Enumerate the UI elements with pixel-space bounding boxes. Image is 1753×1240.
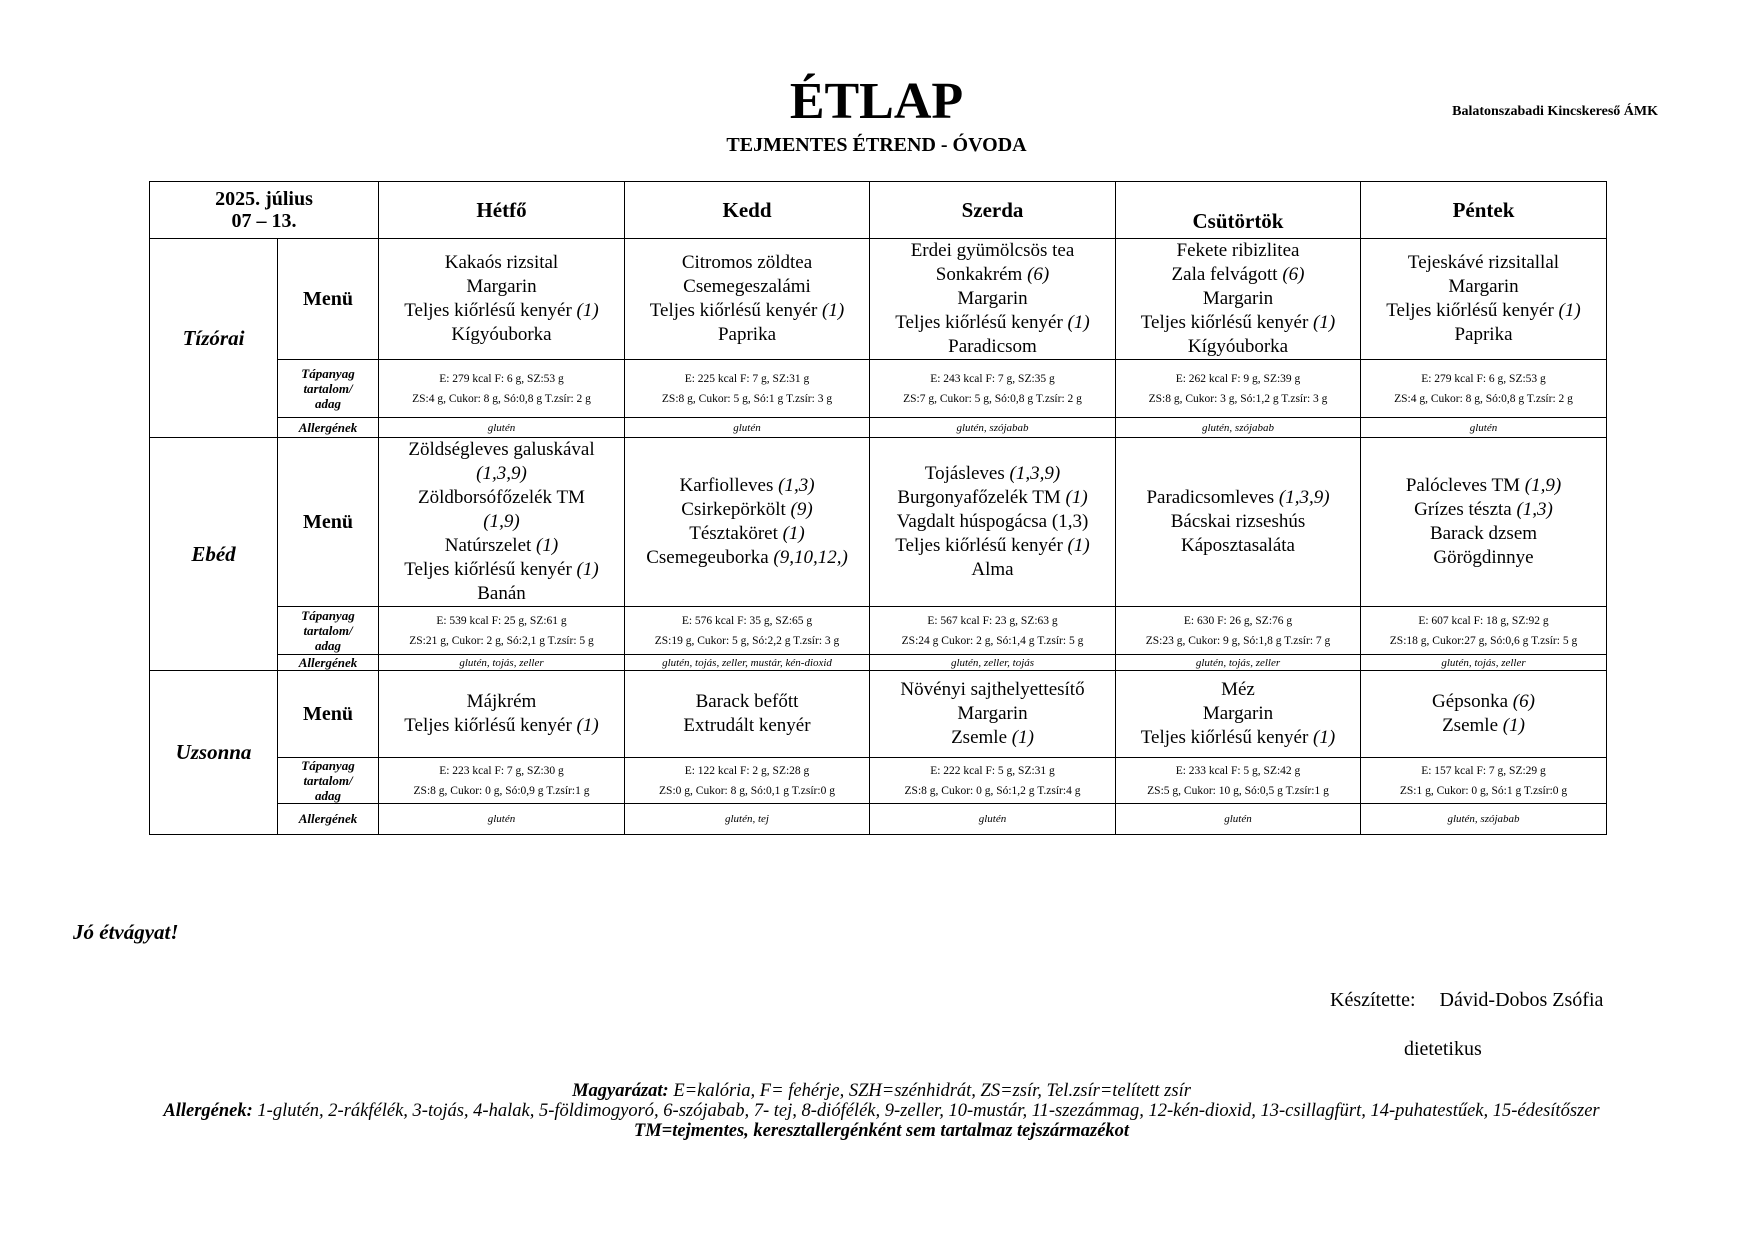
menu-item-name: Zsemle: [1442, 715, 1503, 736]
menu-item-allergen-code: (1,3,9): [1278, 487, 1330, 508]
menu-item: [872, 702, 1113, 726]
bon-appetit: Jó étvágyat!: [73, 920, 179, 944]
menu-item: [872, 462, 1113, 486]
prepared-by: [1330, 989, 1603, 1012]
nutrition-details: ZS:5 g, Cukor: 10 g, Só:0,5 g T.zsír:1 g: [1147, 784, 1329, 797]
menu-item-name: Banán: [477, 583, 526, 604]
legend-line-abbreviations: [95, 1081, 1668, 1101]
nutrition-details: ZS:18 g, Cukor:27 g, Só:0,6 g T.zsír: 5 g: [1389, 634, 1578, 647]
day-header-thursday: Csütörtök: [1116, 182, 1361, 239]
menu-item-name: Margarin: [957, 288, 1028, 309]
allergen-row: [150, 655, 1607, 671]
menu-item-allergen-code: (1): [1313, 312, 1336, 333]
menu-item-allergen-code: (1): [1067, 535, 1090, 556]
allergen-cell-thursday: glutén, szójabab: [1116, 418, 1361, 438]
nutrition-cell-tuesday: [625, 758, 870, 804]
meal-name: Tízórai: [150, 239, 278, 438]
menu-item: [381, 510, 622, 534]
menu-item-name: Kakaós rizsital: [444, 252, 559, 273]
allergen-cell-friday: glutén, tojás, zeller: [1361, 655, 1607, 671]
menu-item-allergen-code: (1): [782, 523, 805, 544]
menu-item: [1363, 498, 1604, 522]
allergen-legend-label: Allergének:: [163, 1101, 253, 1121]
menu-item-allergen-code: (6): [1282, 264, 1305, 285]
author-role: dietetikus: [1404, 1038, 1482, 1060]
menu-item: [872, 263, 1113, 287]
prepared-by-label: Készítette:: [1330, 989, 1416, 1011]
menu-item-name: Kígyóuborka: [451, 324, 552, 345]
menu-item-name: Kígyóuborka: [1187, 336, 1289, 357]
menu-row: [150, 239, 1607, 360]
menu-cell-tuesday: [625, 239, 870, 360]
nutrition-cell-wednesday: [870, 607, 1116, 655]
allergen-cell-tuesday: glutén: [625, 418, 870, 438]
nutrition-cell-thursday: [1116, 607, 1361, 655]
nutrition-details: ZS:8 g, Cukor: 3 g, Só:1,2 g T.zsír: 3 g: [1148, 392, 1328, 405]
menu-cell-friday: [1361, 671, 1607, 758]
menu-item: [627, 251, 867, 275]
menu-item-name: Káposztasaláta: [1181, 535, 1295, 556]
menu-item: [1118, 486, 1358, 510]
day-header-monday: Hétfő: [379, 182, 625, 239]
menu-cell-tuesday: [625, 671, 870, 758]
menu-item: [627, 690, 867, 714]
menu-item-allergen-code: (1,3,9): [1009, 463, 1061, 484]
menu-item-name: Sonkakrém: [935, 264, 1028, 285]
nutrition-row: [150, 360, 1607, 418]
menu-item-name: Teljes kiőrlésű kenyér: [1140, 312, 1314, 333]
nutrition-energy: E: 567 kcal F: 23 g, SZ:63 g: [927, 614, 1058, 627]
menu-item-name: Teljes kiőrlésű kenyér: [404, 300, 577, 321]
row-label-allergens: Allergének: [278, 418, 379, 438]
allergen-cell-monday: glutén, tojás, zeller: [379, 655, 625, 671]
nutrition-details: ZS:4 g, Cukor: 8 g, Só:0,8 g T.zsír: 2 g: [1394, 392, 1573, 405]
nutrition-details: ZS:8 g, Cukor: 0 g, Só:1,2 g T.zsír:4 g: [904, 784, 1081, 797]
menu-item: [381, 323, 622, 347]
menu-item: [872, 486, 1113, 510]
menu-item: [381, 438, 622, 462]
menu-cell-monday: [379, 239, 625, 360]
menu-item: [1363, 299, 1604, 323]
menu-item: [1363, 546, 1604, 570]
menu-item-name: Csemegeszalámi: [683, 276, 811, 297]
nutrition-cell-monday: [379, 607, 625, 655]
menu-item-allergen-code: (9): [790, 499, 813, 520]
menu-item: [1363, 714, 1604, 738]
menu-item-name: Zöldségleves galuskával: [408, 439, 595, 460]
menu-item-name: Teljes kiőrlésű kenyér: [895, 312, 1068, 333]
nutrition-details: ZS:4 g, Cukor: 8 g, Só:0,8 g T.zsír: 2 g: [412, 392, 591, 405]
institution-name: Balatonszabadi Kincskereső ÁMK: [1452, 104, 1658, 119]
menu-item-name: Barack dzsem: [1429, 523, 1538, 544]
menu-item: [627, 299, 867, 323]
nutrition-details: ZS:0 g, Cukor: 8 g, Só:0,1 g T.zsír:0 g: [659, 784, 835, 797]
menu-item: [1118, 702, 1358, 726]
nutrition-energy: E: 539 kcal F: 25 g, SZ:61 g: [436, 614, 567, 627]
date-days: 07 – 13.: [231, 210, 297, 232]
menu-item-name: Teljes kiőrlésű kenyér: [404, 559, 577, 580]
menu-item: [627, 522, 867, 546]
row-label-menu: Menü: [278, 671, 379, 758]
menu-item: [1363, 474, 1604, 498]
menu-item-name: Margarin: [1202, 703, 1274, 724]
menu-item: [1363, 251, 1604, 275]
meal-name: Uzsonna: [150, 671, 278, 835]
row-label-allergens: Allergének: [278, 804, 379, 835]
date-range: [150, 182, 379, 239]
nutrition-cell-wednesday: [870, 360, 1116, 418]
menu-item-name: Extrudált kenyér: [683, 715, 811, 736]
menu-item-allergen-code: (1): [576, 559, 599, 580]
menu-cell-thursday: [1116, 671, 1361, 758]
menu-item-name: Tojásleves: [924, 463, 1010, 484]
menu-item-name: Zsemle: [951, 727, 1012, 748]
nutrition-label-line: Tápanyag: [301, 608, 355, 623]
menu-cell-wednesday: [870, 239, 1116, 360]
nutrition-cell-thursday: [1116, 360, 1361, 418]
menu-item: [1118, 678, 1358, 702]
nutrition-energy: E: 279 kcal F: 6 g, SZ:53 g: [439, 372, 564, 385]
menu-item-allergen-code: (1,9): [483, 511, 520, 532]
menu-item: [872, 534, 1113, 558]
menu-item: [1118, 534, 1358, 558]
menu-item-name: Natúrszelet: [444, 535, 537, 556]
nutrition-energy: E: 630 F: 26 g, SZ:76 g: [1183, 614, 1293, 627]
menu-item-name: Paradicsomleves: [1146, 487, 1279, 508]
menu-item-name: Növényi sajthelyettesítő: [900, 679, 1085, 700]
menu-item-name: Teljes kiőrlésű kenyér: [404, 715, 577, 736]
day-header-friday: Péntek: [1361, 182, 1607, 239]
row-label-nutrition: [278, 758, 379, 804]
nutrition-label-line: Tápanyag: [301, 758, 355, 773]
menu-item-allergen-code: (6): [1027, 264, 1050, 285]
nutrition-label-line: tartalom/: [303, 381, 353, 396]
nutrition-energy: E: 576 kcal F: 35 g, SZ:65 g: [681, 614, 813, 627]
menu-item-name: Tésztaköret: [689, 523, 783, 544]
menu-item-allergen-code: (1,9): [1524, 475, 1562, 496]
menu-item: [872, 311, 1113, 335]
menu-item: [1118, 287, 1358, 311]
menu-item: [872, 678, 1113, 702]
nutrition-label-line: adag: [315, 638, 341, 653]
row-label-nutrition: [278, 607, 379, 655]
nutrition-label-line: tartalom/: [303, 623, 353, 638]
day-header-tuesday: Kedd: [625, 182, 870, 239]
menu-item-name: Teljes kiőrlésű kenyér: [1386, 300, 1559, 321]
menu-item-allergen-code: (1): [1558, 300, 1581, 321]
nutrition-energy: E: 262 kcal F: 9 g, SZ:39 g: [1175, 372, 1301, 385]
menu-item-allergen-code: (1): [1067, 312, 1090, 333]
header-row: [150, 182, 1607, 239]
menu-item: [381, 582, 622, 606]
nutrition-energy: E: 157 kcal F: 7 g, SZ:29 g: [1421, 764, 1546, 777]
menu-item-allergen-code: (1,3): [778, 475, 815, 496]
day-header-wednesday: Szerda: [870, 182, 1116, 239]
menu-item-name: Margarin: [466, 276, 537, 297]
menu-item-name: Tejeskávé rizsitallal: [1407, 252, 1560, 273]
menu-item-name: Fekete ribizlitea: [1176, 240, 1300, 261]
nutrition-energy: E: 122 kcal F: 2 g, SZ:28 g: [684, 764, 810, 777]
menu-item: [381, 275, 622, 299]
menu-cell-thursday: [1116, 239, 1361, 360]
menu-item: [627, 546, 867, 570]
allergen-legend-text: 1-glutén, 2-rákfélék, 3-tojás, 4-halak, 5-földimogyoró, 6-szójabab, 7- tej, 8-diófélék, 9-zeller, 10-mustár, 11-szezámmag, 12-kén-dioxid, 13-csillagfürt, 14-puhatestűek, 15-édesítőszer: [252, 1101, 1600, 1121]
nutrition-row: [150, 758, 1607, 804]
menu-item: [1118, 335, 1358, 359]
nutrition-cell-monday: [379, 758, 625, 804]
row-label-allergens: Allergének: [278, 655, 379, 671]
menu-item-name: Zala felvágott: [1171, 264, 1283, 285]
nutrition-details: ZS:19 g, Cukor: 5 g, Só:2,2 g T.zsír: 3 g: [654, 634, 840, 647]
menu-item-name: Grízes tészta: [1414, 499, 1517, 520]
menu-item-name: Burgonyafőzelék TM: [897, 487, 1066, 508]
menu-item-name: Paprika: [1454, 324, 1513, 345]
menu-item: [1363, 323, 1604, 347]
menu-item-allergen-code: (1,3,9): [476, 463, 527, 484]
menu-cell-wednesday: [870, 438, 1116, 607]
menu-table: [149, 181, 1607, 835]
menu-item-name: Gépsonka: [1432, 691, 1513, 712]
menu-item: [1118, 263, 1358, 287]
allergen-cell-friday: glutén, szójabab: [1361, 804, 1607, 835]
menu-item-allergen-code: (6): [1512, 691, 1535, 712]
nutrition-energy: E: 222 kcal F: 5 g, SZ:31 g: [930, 764, 1055, 777]
menu-item-allergen-code: (1): [1065, 487, 1088, 508]
nutrition-energy: E: 225 kcal F: 7 g, SZ:31 g: [684, 372, 810, 385]
menu-item-name: Teljes kiőrlésű kenyér: [895, 535, 1068, 556]
allergen-cell-monday: glutén: [379, 804, 625, 835]
nutrition-energy: E: 607 kcal F: 18 g, SZ:92 g: [1418, 614, 1549, 627]
menu-cell-monday: [379, 438, 625, 607]
menu-cell-wednesday: [870, 671, 1116, 758]
allergen-cell-thursday: glutén: [1116, 804, 1361, 835]
menu-item-name: Csirkepörkölt: [681, 499, 791, 520]
allergen-cell-thursday: glutén, tojás, zeller: [1116, 655, 1361, 671]
menu-item-allergen-code: (1,3): [1516, 499, 1553, 520]
nutrition-row: [150, 607, 1607, 655]
row-label-menu: Menü: [278, 239, 379, 360]
legend-text: E=kalória, F= fehérje, SZH=szénhidrát, ZS=zsír, Tel.zsír=telített zsír: [668, 1081, 1191, 1101]
legend-line-allergens: [95, 1101, 1668, 1121]
menu-item-name: Margarin: [1202, 288, 1274, 309]
menu-item-name: Májkrém: [466, 691, 537, 712]
menu-item-name: Vagdalt húspogácsa (1,3): [896, 511, 1089, 532]
nutrition-details: ZS:23 g, Cukor: 9 g, Só:1,8 g T.zsír: 7 g: [1145, 634, 1331, 647]
menu-cell-monday: [379, 671, 625, 758]
page-title: ÉTLAP: [789, 73, 964, 130]
nutrition-details: ZS:21 g, Cukor: 2 g, Só:2,1 g T.zsír: 5 g: [409, 634, 594, 647]
menu-item-allergen-code: (1): [822, 300, 845, 321]
menu-item-allergen-code: (1): [1502, 715, 1525, 736]
legend: [95, 1081, 1668, 1141]
menu-item-allergen-code: (1): [536, 535, 559, 556]
page-subtitle: TEJMENTES ÉTREND - ÓVODA: [726, 134, 1027, 156]
menu-item-name: Méz: [1221, 679, 1255, 700]
menu-item: [1118, 311, 1358, 335]
menu-item: [381, 251, 622, 275]
prepared-by-name: Dávid-Dobos Zsófia: [1439, 989, 1604, 1011]
menu-item-name: Paprika: [717, 324, 777, 345]
date-month: 2025. július: [215, 188, 313, 210]
menu-item: [381, 558, 622, 582]
nutrition-cell-friday: [1361, 607, 1607, 655]
menu-item: [381, 486, 622, 510]
nutrition-details: ZS:8 g, Cukor: 5 g, Só:1 g T.zsír: 3 g: [661, 392, 833, 405]
menu-item: [1118, 239, 1358, 263]
menu-item: [1363, 522, 1604, 546]
menu-item: [872, 558, 1113, 582]
menu-item-name: Alma: [971, 559, 1014, 580]
nutrition-energy: E: 223 kcal F: 7 g, SZ:30 g: [439, 764, 564, 777]
menu-item: [1363, 690, 1604, 714]
menu-item-name: Margarin: [957, 703, 1028, 724]
menu-item-allergen-code: (9,10,12,): [773, 547, 848, 568]
nutrition-cell-friday: [1361, 758, 1607, 804]
menu-cell-friday: [1361, 239, 1607, 360]
nutrition-details: ZS:8 g, Cukor: 0 g, Só:0,9 g T.zsír:1 g: [413, 784, 590, 797]
legend-label: Magyarázat:: [572, 1081, 669, 1101]
menu-cell-thursday: [1116, 438, 1361, 607]
allergen-cell-tuesday: glutén, tej: [625, 804, 870, 835]
menu-cell-friday: [1361, 438, 1607, 607]
row-label-nutrition: [278, 360, 379, 418]
menu-row: [150, 438, 1607, 607]
nutrition-cell-tuesday: [625, 360, 870, 418]
nutrition-details: ZS:1 g, Cukor: 0 g, Só:1 g T.zsír:0 g: [1399, 784, 1568, 797]
nutrition-energy: E: 279 kcal F: 6 g, SZ:53 g: [1421, 372, 1546, 385]
menu-item-allergen-code: (1): [576, 300, 599, 321]
nutrition-label-line: adag: [315, 396, 341, 411]
legend-line-tm: [95, 1121, 1668, 1141]
menu-item: [627, 714, 867, 738]
menu-item: [1363, 275, 1604, 299]
menu-item: [872, 335, 1113, 359]
menu-row: [150, 671, 1607, 758]
menu-item-name: Erdei gyümölcsös tea: [910, 240, 1075, 261]
menu-item-allergen-code: (1): [576, 715, 599, 736]
menu-item-name: Teljes kiőrlésű kenyér: [1140, 727, 1314, 748]
nutrition-label-line: adag: [315, 788, 341, 803]
menu-item: [381, 690, 622, 714]
nutrition-cell-tuesday: [625, 607, 870, 655]
menu-item: [872, 510, 1113, 534]
allergen-cell-monday: glutén: [379, 418, 625, 438]
menu-item: [627, 323, 867, 347]
nutrition-energy: E: 233 kcal F: 5 g, SZ:42 g: [1175, 764, 1301, 777]
menu-item: [872, 726, 1113, 750]
menu-item: [872, 287, 1113, 311]
nutrition-energy: E: 243 kcal F: 7 g, SZ:35 g: [930, 372, 1055, 385]
menu-item-allergen-code: (1): [1011, 727, 1034, 748]
menu-item-name: Citromos zöldtea: [681, 252, 813, 273]
allergen-cell-wednesday: glutén: [870, 804, 1116, 835]
menu-item-allergen-code: (1): [1313, 727, 1336, 748]
allergen-row: [150, 804, 1607, 835]
nutrition-cell-thursday: [1116, 758, 1361, 804]
menu-item-name: Karfiolleves: [679, 475, 779, 496]
meal-name: Ebéd: [150, 438, 278, 671]
menu-item-name: Margarin: [1448, 276, 1519, 297]
menu-item-name: Bácskai rizseshús: [1170, 511, 1306, 532]
menu-item: [1118, 510, 1358, 534]
allergen-cell-tuesday: glutén, tojás, zeller, mustár, kén-dioxid: [625, 655, 870, 671]
menu-item: [872, 239, 1113, 263]
menu-item: [381, 299, 622, 323]
row-label-menu: Menü: [278, 438, 379, 607]
allergen-row: [150, 418, 1607, 438]
allergen-cell-wednesday: glutén, szójabab: [870, 418, 1116, 438]
nutrition-cell-monday: [379, 360, 625, 418]
nutrition-label-line: Tápanyag: [301, 366, 355, 381]
menu-cell-tuesday: [625, 438, 870, 607]
nutrition-label-line: tartalom/: [303, 773, 353, 788]
allergen-cell-wednesday: glutén, zeller, tojás: [870, 655, 1116, 671]
nutrition-cell-friday: [1361, 360, 1607, 418]
menu-item-name: Csemegeuborka: [646, 547, 774, 568]
menu-item: [1118, 726, 1358, 750]
menu-item-name: Görögdinnye: [1433, 547, 1534, 568]
menu-item: [627, 474, 867, 498]
menu-item-name: Barack befőtt: [695, 691, 799, 712]
menu-item: [627, 275, 867, 299]
menu-body: [150, 239, 1607, 835]
menu-item: [381, 714, 622, 738]
nutrition-details: ZS:7 g, Cukor: 5 g, Só:0,8 g T.zsír: 2 g: [903, 392, 1082, 405]
nutrition-cell-wednesday: [870, 758, 1116, 804]
menu-item-name: Palócleves TM: [1405, 475, 1525, 496]
menu-item-name: Teljes kiőrlésű kenyér: [649, 300, 823, 321]
menu-item: [627, 498, 867, 522]
menu-item-name: Paradicsom: [948, 336, 1037, 357]
menu-item: [381, 462, 622, 486]
tm-note: TM=tejmentes, keresztallergénként sem tartalmaz tejszármazékot: [633, 1121, 1130, 1141]
nutrition-details: ZS:24 g Cukor: 2 g, Só:1,4 g T.zsír: 5 g: [901, 634, 1084, 647]
menu-item: [381, 534, 622, 558]
allergen-cell-friday: glutén: [1361, 418, 1607, 438]
menu-item-name: Zöldborsófőzelék TM: [418, 487, 585, 508]
